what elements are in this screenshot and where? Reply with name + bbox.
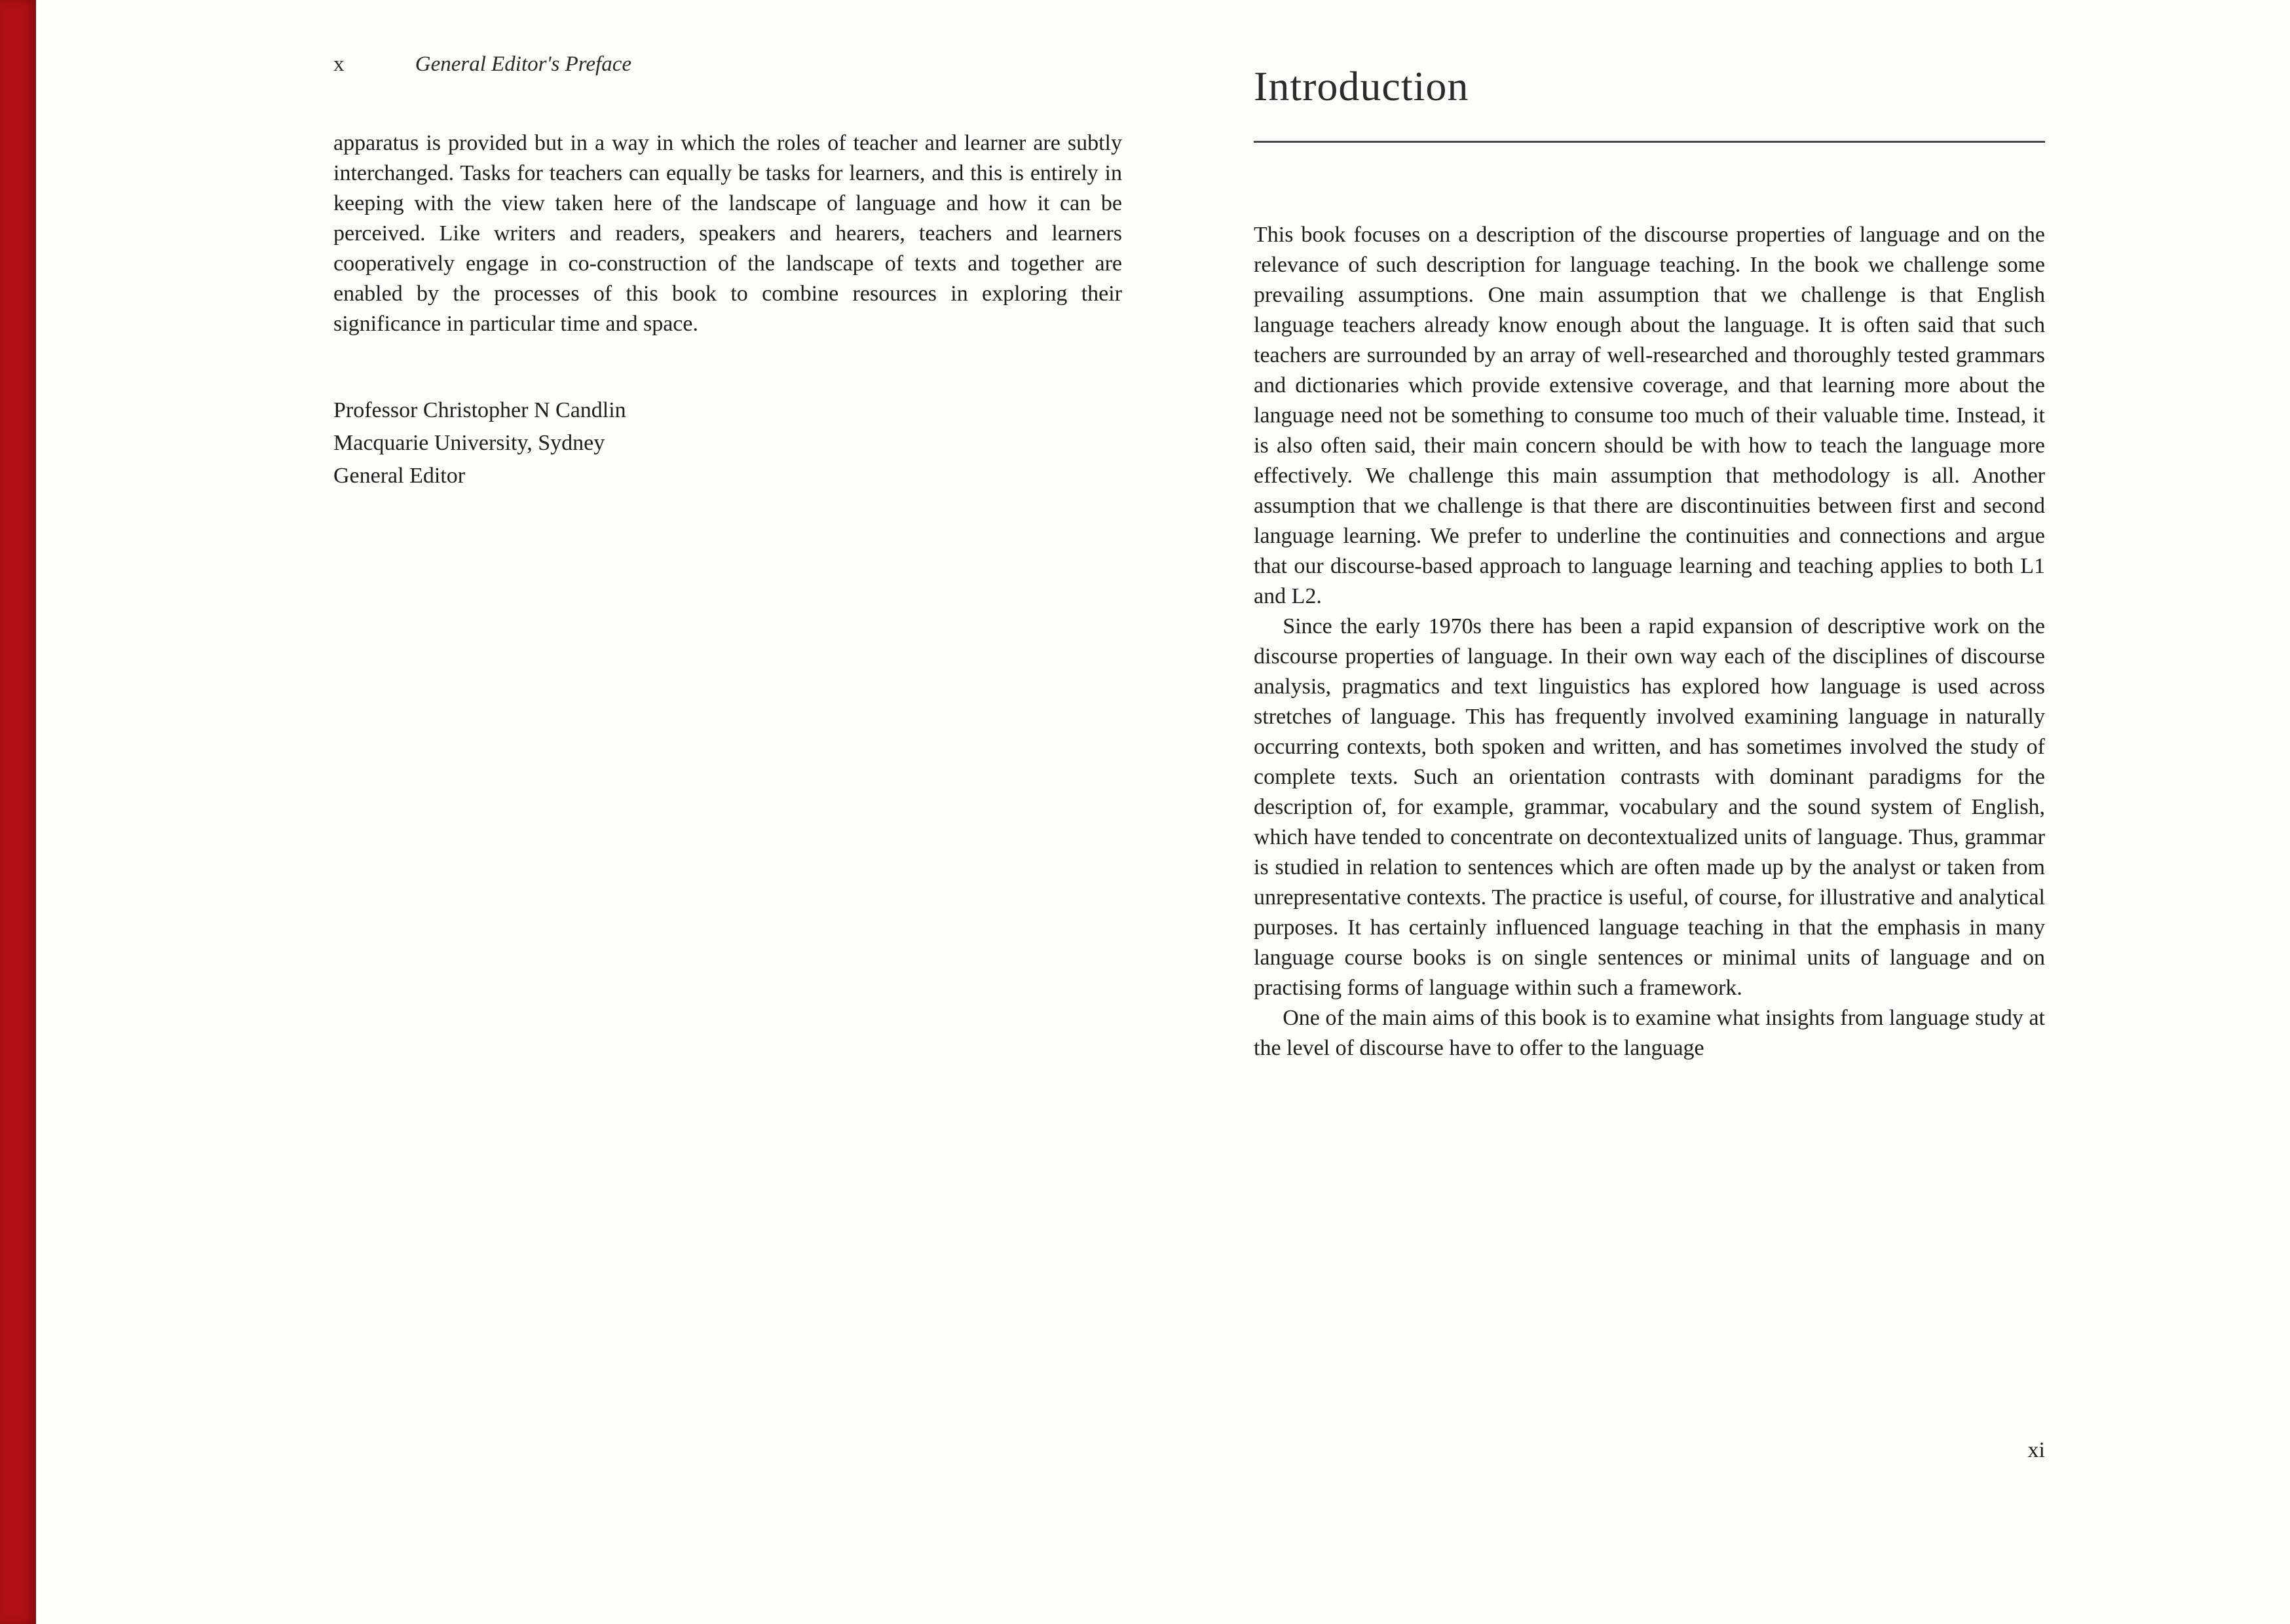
intro-paragraph-3: One of the main aims of this book is to examine what insights from language study at the level of discourse have to offer to the language [1254,1006,2045,1060]
right-page [1254,0,2045,1624]
preface-paragraph: apparatus is provided but in a way in which the roles of teacher and learner are subtly interchanged. Tasks for teachers can equally be tasks for learners, and this is entirely in keeping with the view taken here of the landscape of language and how it can be perceived. Like writers and readers, speakers and hearers, teachers and learners cooperatively engage in co-construction of the landscape of texts and together are enabled by the processes of this book to combine resources in exploring their significance in particular time and space. [333,131,1122,336]
signature-block [333,394,1122,492]
signature-affiliation: Macquarie University, Sydney [333,431,605,455]
signature-role: General Editor [333,464,466,488]
intro-paragraph-2: Since the early 1970s there has been a rapid expansion of descriptive work on the discourse properties of language. In their own way each of the disciplines of discourse analysis, pragmatics and text linguistics has explored how language is used across stretches of language. This has frequently involved examining language in naturally occurring contexts, both spoken and written, and has sometimes involved the study of complete texts. Such an orientation contrasts with dominant paradigms for the description of, for example, grammar, vocabulary and the sound system of English, which have tended to concentrate on decontextualized units of language. Thus, grammar is studied in relation to sentences which are often made up by the analyst or taken from unrepresentative contexts. The practice is useful, of course, for illustrative and analytical purposes. It has certainly influenced language teaching in that the emphasis in many language course books is on single sentences or minimal units of language and on practising forms of language within such a framework. [1254,614,2045,1000]
title-rule [1254,141,2045,143]
page-number-right: xi [2027,1438,2045,1462]
page-number-left: x [333,52,345,76]
signature-name: Professor Christopher N Candlin [333,398,626,422]
running-header [333,51,1122,77]
running-header-title: General Editor's Preface [415,52,632,76]
chapter-title: Introduction [1254,63,1469,109]
red-edge-strip [0,0,36,1624]
intro-paragraph-1: This book focuses on a description of the discourse properties of language and on the relevance of such description for language teaching. In the book we challenge some prevailing assumptions. One main assumption that we challenge is that English language teachers already know enough about the language. It is often said that such teachers are surrounded by an array of well-researched and thoroughly tested grammars and dictionaries which provide extensive coverage, and that learning more about the language need not be something to consume too much of their valuable time. Instead, it is also often said, their main concern should be with how to teach the language more effectively. We challenge this main assumption that methodology is all. Another assumption that we challenge is that there are discontinuities between first and second language learning. We prefer to underline the continuities and connections and argue that our discourse-based approach to language learning and teaching applies to both L1 and L2. [1254,223,2045,608]
left-page [333,0,1122,1624]
